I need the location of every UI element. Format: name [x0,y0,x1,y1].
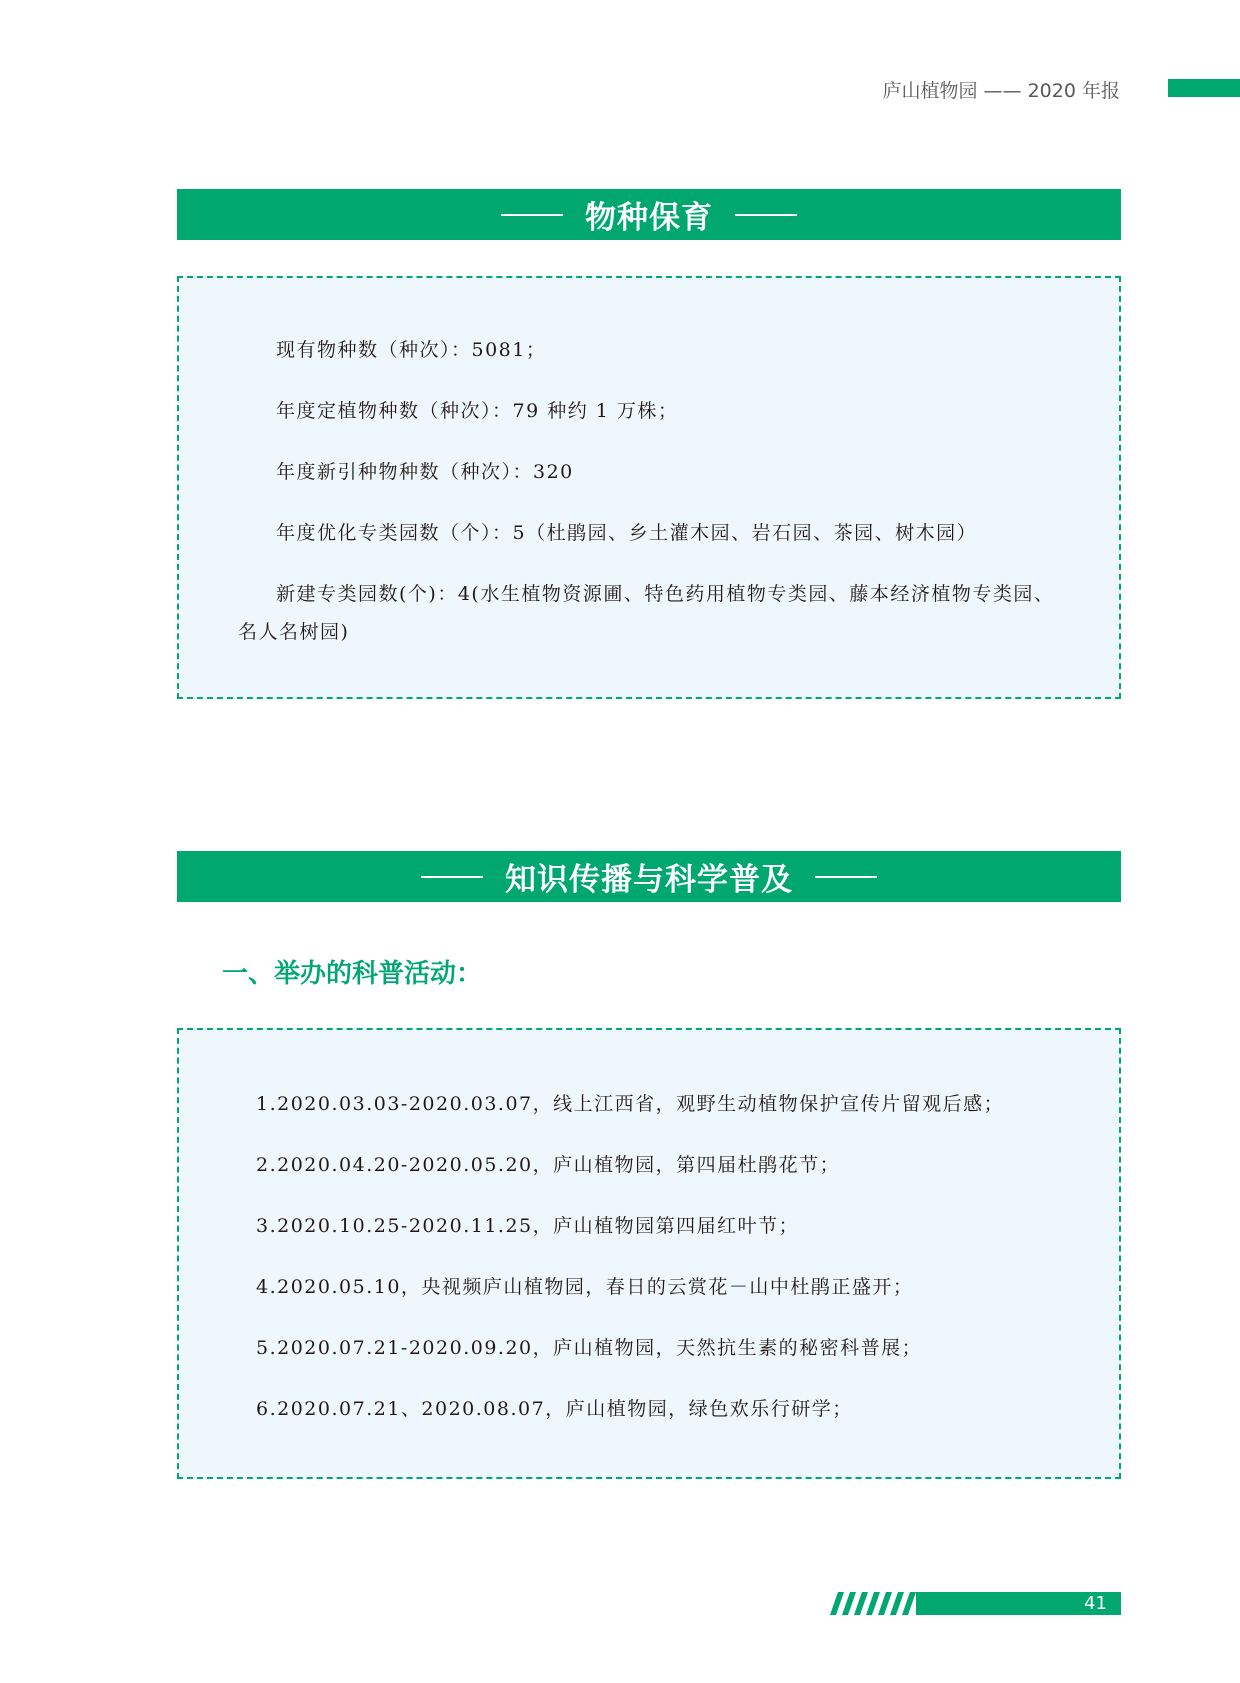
subsection-heading: 一、举办的科普活动： [222,959,483,989]
stat-item: 年度优化专类园数（个）：5（杜鹃园、乡土灌木园、岩石园、茶园、树木园） [276,522,978,544]
title-line-right [735,214,797,216]
running-header: 庐山植物园 —— 2020 年报 [882,80,1120,102]
stat-item: 新建专类园数(个)：4(水生植物资源圃、特色药用植物专类园、藤本经济植物专类园、名人名树园) [238,583,1055,643]
section-title-bar [177,851,1121,902]
stat-item: 年度定植物种数（种次）：79 种约 1 万株； [276,400,679,422]
section-title: 物种保育 [585,200,713,236]
title-line-right [815,876,877,878]
science-activities-panel [177,1028,1121,1479]
stat-item: 现有物种数（种次）：5081； [276,339,547,361]
section-title-bar [177,189,1121,240]
title-line-left [501,214,563,216]
stat-item: 年度新引种物种数（种次）：320 [276,461,574,483]
activity-item: 6.2020.07.21、2020.08.07，庐山植物园，绿色欢乐行研学； [256,1398,853,1420]
activity-item: 2.2020.04.20-2020.05.20，庐山植物园，第四届杜鹃花节； [256,1154,841,1176]
section-title: 知识传播与科学普及 [505,862,793,898]
footer-stripes-icon [830,1592,922,1615]
activity-item: 4.2020.05.10，央视频庐山植物园，春日的云赏花－山中杜鹃正盛开； [256,1276,914,1298]
header-accent-tab [1168,79,1240,97]
page-number: 41 [1084,1593,1107,1614]
activity-item: 5.2020.07.21-2020.09.20，庐山植物园，天然抗生素的秘密科普展； [256,1337,923,1359]
species-conservation-panel [177,276,1121,699]
activity-item: 1.2020.03.03-2020.03.07，线上江西省，观野生动植物保护宣传片留观后感； [256,1093,1005,1115]
activity-item: 3.2020.10.25-2020.11.25，庐山植物园第四届红叶节； [256,1215,800,1237]
title-line-left [421,876,483,878]
